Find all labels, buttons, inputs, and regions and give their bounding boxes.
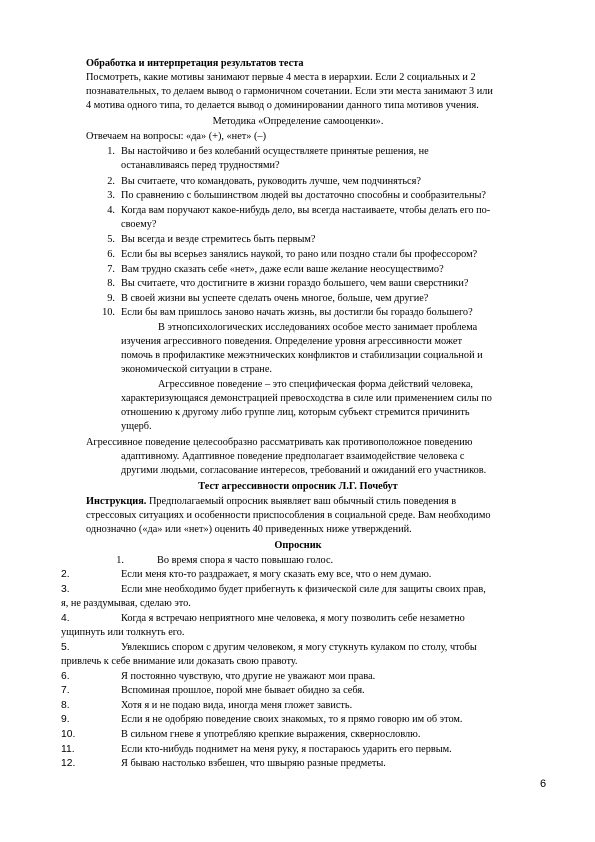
question-number: 8. <box>107 278 115 289</box>
paragraph-line: Агрессивное поведение целесообразно рассматривать как противоположное поведению <box>86 437 473 448</box>
question-text: По сравнению с большинством людей вы достаточно способны и сообразительны? <box>121 190 486 201</box>
question-text: Если бы вам пришлось заново начать жизнь, вы достигли бы гораздо большего? <box>121 307 473 318</box>
test-title: Тест агрессивности опросник Л.Г. Почебут <box>198 481 398 492</box>
paragraph-line: отношению к другому либо группе лиц, которым субъект стремится причинить <box>121 407 470 418</box>
item-text: Если мне необходимо будет прибегнуть к физической силе для защиты своих прав, <box>121 584 486 595</box>
instruction-line: стрессовых ситуациях и особенности приспособления в социальной среде. Вам необходимо <box>86 510 491 521</box>
question-text: останавливаясь перед трудностями? <box>121 160 280 171</box>
item-number: 12. <box>61 758 76 769</box>
paragraph-line: экономической ситуации в стране. <box>121 364 272 375</box>
item-text: Если кто-нибудь поднимет на меня руку, я постараюсь ударить его первым. <box>121 744 452 755</box>
item-number: 3. <box>61 584 70 595</box>
question-text: В своей жизни вы успеете сделать очень многое, больше, чем другие? <box>121 293 429 304</box>
instruction-label: Инструкция. <box>86 496 147 507</box>
question-text: Когда вам поручают какое-нибудь дело, вы всегда настаиваете, чтобы делать его по- <box>121 205 491 216</box>
paragraph-line: помочь в профилактике межэтнических конфликтов и стабилизации социальной и <box>121 350 483 361</box>
question-number: 10. <box>102 307 115 318</box>
item-text: Я постоянно чувствую, что другие не уважают мои права. <box>121 671 376 682</box>
item-text: привлечь к себе внимание или доказать свою правоту. <box>61 656 298 667</box>
instruction-line <box>86 495 456 508</box>
question-text: Вы считаете, что командовать, руководить лучше, чем подчиняться? <box>121 176 421 187</box>
paragraph-line: изучения агрессивного поведения. Определение уровня агрессивности может <box>121 336 462 347</box>
question-number: 9. <box>107 293 115 304</box>
paragraph-line: адаптивному. Адаптивное поведение предполагает взаимодействие человека с <box>121 451 465 462</box>
questionnaire-title: Опросник <box>274 540 322 551</box>
paragraph-line: другими людьми, согласование интересов, требований и ожиданий его участников. <box>121 465 487 476</box>
question-number: 2. <box>107 176 115 187</box>
method-title: Методика «Определение самооценки». <box>212 116 384 127</box>
question-text: Если бы вы всерьез занялись наукой, то рано или поздно стали бы профессором? <box>121 249 478 260</box>
item-text: В сильном гневе я употребляю крепкие выражения, сквернословлю. <box>121 729 421 740</box>
item-number: 7. <box>61 685 70 696</box>
item-text: Когда я встречаю неприятного мне человека, я могу позволить себе незаметно <box>121 613 465 624</box>
paragraph-line: 4 мотива одного типа, то делается вывод о доминировании данного типа мотивов учения. <box>86 100 479 111</box>
instruction-text: Предполагаемый опросник выявляет ваш обычный стиль поведения в <box>146 496 457 507</box>
item-number: 4. <box>61 613 70 624</box>
item-number: 11. <box>61 744 75 755</box>
paragraph-line: Посмотреть, какие мотивы занимают первые 4 места в иерархии. Если 2 социальных и 2 <box>86 72 476 83</box>
item-number: 9. <box>61 714 70 725</box>
section-title: Обработка и интерпретация результатов теста <box>86 58 304 69</box>
item-number: 2. <box>61 569 70 580</box>
question-number: 7. <box>107 264 115 275</box>
question-text: своему? <box>121 219 157 230</box>
question-text: Вы всегда и везде стремитесь быть первым? <box>121 234 316 245</box>
question-number: 3. <box>107 190 115 201</box>
item-number: 5. <box>61 642 70 653</box>
item-text: Хотя я и не подаю вида, иногда меня гложет зависть. <box>121 700 353 711</box>
paragraph-line: Агрессивное поведение – это специфическая форма действий человека, <box>158 379 473 390</box>
item-number: 6. <box>61 671 70 682</box>
question-number: 1. <box>107 146 115 157</box>
item-number: 10. <box>61 729 76 740</box>
item-text: я, не раздумывая, сделаю это. <box>61 598 191 609</box>
item-text: Во время спора я часто повышаю голос. <box>157 555 334 566</box>
item-number: 1. <box>116 555 124 566</box>
question-number: 5. <box>107 234 115 245</box>
question-number: 6. <box>107 249 115 260</box>
question-number: 4. <box>107 205 115 216</box>
instruction-line: однозначно («да» или «нет») оценить 40 приведенных ниже утверждений. <box>86 524 412 535</box>
answer-instruction: Отвечаем на вопросы: «да» (+), «нет» (–) <box>86 131 266 142</box>
question-text: Вам трудно сказать себе «нет», даже если ваше желание неосуществимо? <box>121 264 444 275</box>
item-number: 8. <box>61 700 70 711</box>
item-text: Если я не одобряю поведение своих знакомых, то я прямо говорю им об этом. <box>121 714 463 725</box>
paragraph-line: В этнопсихологических исследованиях особое место занимает проблема <box>158 322 478 333</box>
item-text: ущипнуть или толкнуть его. <box>61 627 185 638</box>
paragraph-line: познавательных, то делаем вывод о гармоничном сочетании. Если эти места занимают 3 или <box>86 86 493 97</box>
item-text: Вспоминая прошлое, порой мне бывает обидно за себя. <box>121 685 365 696</box>
paragraph-line: ущерб. <box>121 421 152 432</box>
question-text: Вы считаете, что достигните в жизни гораздо большего, чем ваши сверстники? <box>121 278 469 289</box>
paragraph-line: характеризующаяся демонстрацией превосходства в силе или применением силы по <box>121 393 492 404</box>
item-text: Я бываю настолько взбешен, что швыряю разные предметы. <box>121 758 386 769</box>
page-number: 6 <box>540 778 547 790</box>
item-text: Увлекшись спором с другим человеком, я могу стукнуть кулаком по столу, чтобы <box>121 642 477 653</box>
item-text: Если меня кто-то раздражает, я могу сказать ему все, что о нем думаю. <box>121 569 432 580</box>
question-text: Вы настойчиво и без колебаний осуществляете принятые решения, не <box>121 146 429 157</box>
